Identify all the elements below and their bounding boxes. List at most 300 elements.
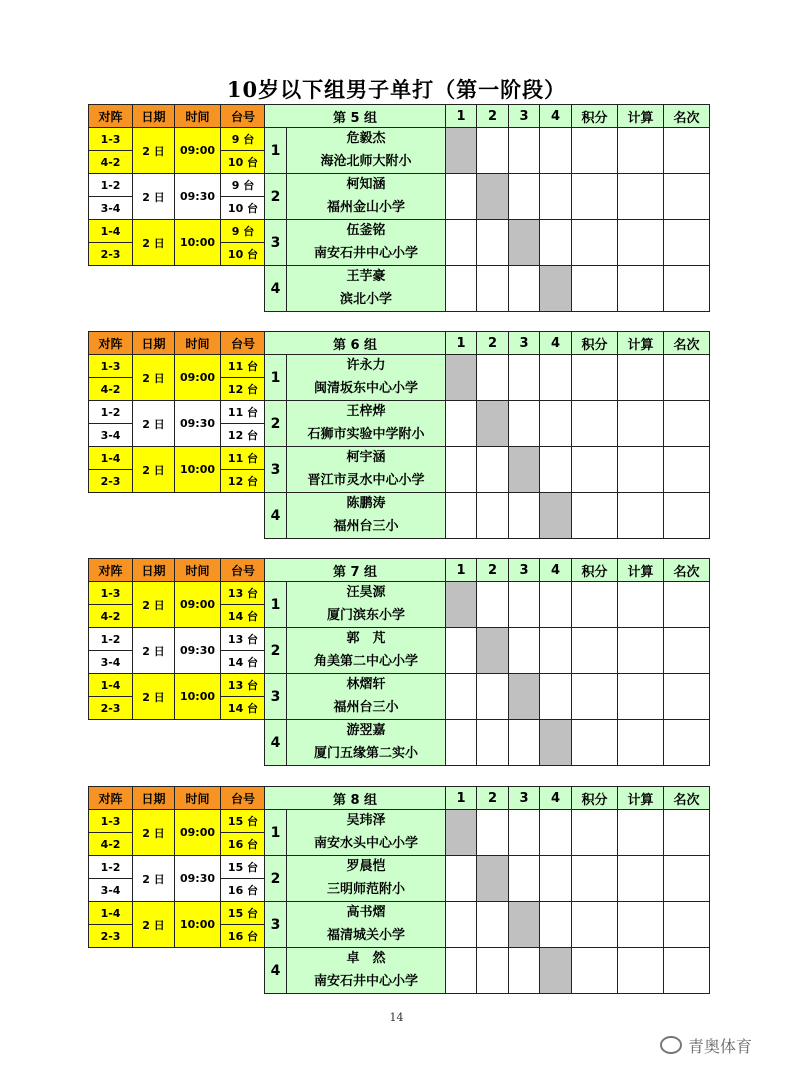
table-number-cell: 10 台	[221, 151, 266, 174]
schedule-header-cell: 日期	[133, 332, 175, 355]
score-cell	[477, 447, 509, 493]
table-number-cell: 12 台	[221, 424, 266, 447]
points-cell	[572, 355, 618, 401]
table-number-cell: 15 台	[221, 810, 266, 833]
player-row	[265, 674, 710, 720]
player-name: 游翌嘉	[287, 720, 445, 743]
page-number: 14	[389, 1011, 404, 1024]
matchup-cell: 4-2	[89, 605, 133, 628]
schedule-row	[89, 628, 266, 651]
player-row	[265, 902, 710, 948]
rank-cell	[664, 582, 710, 628]
time-cell: 10:00	[175, 674, 221, 720]
player-row	[265, 582, 710, 628]
schedule-row	[89, 856, 266, 879]
matchup-cell: 3-4	[89, 424, 133, 447]
schedule-header-cell: 日期	[133, 105, 175, 128]
player-row	[265, 720, 710, 766]
matchup-cell: 1-2	[89, 856, 133, 879]
score-cell	[509, 266, 540, 312]
table-number-cell: 15 台	[221, 902, 266, 925]
player-school: 南安水头中心小学	[314, 836, 419, 851]
player-row	[265, 493, 710, 539]
matchup-cell: 1-2	[89, 628, 133, 651]
player-cell	[287, 628, 446, 674]
table-number-cell: 11 台	[221, 401, 266, 424]
score-cell	[446, 401, 477, 447]
table-number-cell: 16 台	[221, 879, 266, 902]
table-number-cell: 14 台	[221, 697, 266, 720]
score-cell	[446, 948, 477, 994]
score-cell	[509, 628, 540, 674]
score-cell	[477, 266, 509, 312]
player-cell	[287, 856, 446, 902]
score-header-cell: 积分	[572, 105, 618, 128]
score-cell	[477, 902, 509, 948]
time-cell: 10:00	[175, 220, 221, 266]
player-number: 4	[265, 266, 287, 312]
date-cell: 2 日	[133, 174, 175, 220]
player-number: 4	[265, 493, 287, 539]
score-cell	[509, 401, 540, 447]
time-cell: 09:00	[175, 810, 221, 856]
points-cell	[572, 220, 618, 266]
player-cell	[287, 174, 446, 220]
player-name: 卓 然	[287, 948, 445, 971]
points-cell	[572, 401, 618, 447]
player-name: 王梓烨	[287, 401, 445, 424]
rank-cell	[664, 948, 710, 994]
score-header-cell: 2	[477, 787, 509, 810]
schedule-row	[89, 902, 266, 925]
schedule-header-row	[89, 559, 266, 582]
matchup-cell: 3-4	[89, 879, 133, 902]
score-cell	[477, 948, 509, 994]
calc-cell	[618, 174, 664, 220]
score-header-cell: 计算	[618, 105, 664, 128]
date-cell: 2 日	[133, 401, 175, 447]
player-row	[265, 128, 710, 174]
table-number-cell: 9 台	[221, 220, 266, 243]
player-number: 1	[265, 355, 287, 401]
time-cell: 10:00	[175, 902, 221, 948]
table-number-cell: 14 台	[221, 605, 266, 628]
player-cell	[287, 447, 446, 493]
player-school: 晋江市灵水中心小学	[307, 473, 425, 488]
calc-cell	[618, 266, 664, 312]
watermark	[660, 1034, 752, 1057]
player-row	[265, 628, 710, 674]
score-cell	[509, 174, 540, 220]
score-cell	[477, 582, 509, 628]
score-cell	[477, 674, 509, 720]
schedule-header-cell: 时间	[175, 105, 221, 128]
player-number: 4	[265, 720, 287, 766]
rank-cell	[664, 401, 710, 447]
points-cell	[572, 856, 618, 902]
player-number: 4	[265, 948, 287, 994]
table-number-cell: 11 台	[221, 447, 266, 470]
time-cell: 09:30	[175, 174, 221, 220]
self-match-cell	[446, 582, 477, 628]
matchup-cell: 1-3	[89, 810, 133, 833]
matchup-cell: 1-2	[89, 401, 133, 424]
schedule-row	[89, 674, 266, 697]
time-cell: 10:00	[175, 447, 221, 493]
score-header-cell: 计算	[618, 332, 664, 355]
date-cell: 2 日	[133, 447, 175, 493]
score-cell	[446, 493, 477, 539]
calc-cell	[618, 220, 664, 266]
group-header-row	[265, 559, 710, 582]
self-match-cell	[540, 266, 572, 312]
table-number-cell: 13 台	[221, 582, 266, 605]
score-cell	[540, 582, 572, 628]
player-cell	[287, 220, 446, 266]
self-match-cell	[477, 174, 509, 220]
points-cell	[572, 902, 618, 948]
score-header-cell: 2	[477, 332, 509, 355]
player-school: 角美第二中心小学	[314, 654, 419, 669]
score-header-cell: 积分	[572, 332, 618, 355]
player-name: 郭 芃	[287, 628, 445, 651]
score-cell	[540, 174, 572, 220]
player-row	[265, 220, 710, 266]
score-cell	[446, 447, 477, 493]
score-header-cell: 3	[509, 787, 540, 810]
player-cell	[287, 948, 446, 994]
self-match-cell	[446, 810, 477, 856]
self-match-cell	[540, 948, 572, 994]
group-label: 第 5 组	[265, 105, 446, 128]
date-cell: 2 日	[133, 582, 175, 628]
schedule-header-row	[89, 332, 266, 355]
player-name: 柯宇涵	[287, 447, 445, 470]
table-number-cell: 16 台	[221, 925, 266, 948]
player-cell	[287, 128, 446, 174]
score-cell	[477, 493, 509, 539]
score-header-cell: 计算	[618, 559, 664, 582]
score-cell	[540, 902, 572, 948]
score-header-cell: 2	[477, 559, 509, 582]
player-name: 柯知涵	[287, 174, 445, 197]
points-cell	[572, 948, 618, 994]
points-cell	[572, 582, 618, 628]
date-cell: 2 日	[133, 674, 175, 720]
calc-cell	[618, 720, 664, 766]
score-header-cell: 名次	[664, 559, 710, 582]
self-match-cell	[446, 355, 477, 401]
rank-cell	[664, 220, 710, 266]
score-cell	[540, 856, 572, 902]
score-header-cell: 名次	[664, 105, 710, 128]
player-school: 厦门五缘第二实小	[314, 746, 419, 761]
player-cell	[287, 401, 446, 447]
calc-cell	[618, 493, 664, 539]
player-name: 罗晨恺	[287, 856, 445, 879]
score-cell	[509, 493, 540, 539]
player-school: 福州台三小	[333, 700, 399, 715]
score-cell	[509, 355, 540, 401]
player-row	[265, 856, 710, 902]
self-match-cell	[477, 628, 509, 674]
score-header-cell: 1	[446, 332, 477, 355]
player-name: 伍釜铭	[287, 220, 445, 243]
matchup-cell: 3-4	[89, 651, 133, 674]
score-cell	[540, 628, 572, 674]
score-cell	[540, 810, 572, 856]
player-school: 厦门滨东小学	[327, 608, 406, 623]
score-header-cell: 3	[509, 559, 540, 582]
self-match-cell	[509, 902, 540, 948]
group-table	[264, 558, 710, 766]
player-row	[265, 174, 710, 220]
player-cell	[287, 582, 446, 628]
calc-cell	[618, 856, 664, 902]
rank-cell	[664, 810, 710, 856]
score-cell	[446, 720, 477, 766]
schedule-table	[88, 558, 266, 720]
matchup-cell: 2-3	[89, 243, 133, 266]
schedule-table	[88, 331, 266, 493]
date-cell: 2 日	[133, 628, 175, 674]
player-number: 1	[265, 128, 287, 174]
calc-cell	[618, 674, 664, 720]
schedule-header-cell: 时间	[175, 787, 221, 810]
table-number-cell: 10 台	[221, 243, 266, 266]
group-block	[88, 786, 711, 993]
score-cell	[446, 220, 477, 266]
score-cell	[509, 128, 540, 174]
player-name: 王芋豪	[287, 266, 445, 289]
table-number-cell: 13 台	[221, 674, 266, 697]
rank-cell	[664, 674, 710, 720]
self-match-cell	[509, 674, 540, 720]
player-row	[265, 355, 710, 401]
matchup-cell: 1-4	[89, 220, 133, 243]
self-match-cell	[509, 447, 540, 493]
group-header-row	[265, 332, 710, 355]
points-cell	[572, 720, 618, 766]
page-title: 10岁以下组男子单打（第一阶段）	[226, 77, 567, 102]
matchup-cell: 2-3	[89, 925, 133, 948]
rank-cell	[664, 493, 710, 539]
calc-cell	[618, 948, 664, 994]
time-cell: 09:00	[175, 582, 221, 628]
self-match-cell	[477, 856, 509, 902]
score-cell	[540, 674, 572, 720]
score-cell	[446, 902, 477, 948]
points-cell	[572, 674, 618, 720]
player-name: 危毅杰	[287, 128, 445, 151]
points-cell	[572, 447, 618, 493]
schedule-row	[89, 810, 266, 833]
score-header-cell: 3	[509, 105, 540, 128]
rank-cell	[664, 856, 710, 902]
matchup-cell: 2-3	[89, 697, 133, 720]
rank-cell	[664, 266, 710, 312]
self-match-cell	[509, 220, 540, 266]
player-number: 2	[265, 174, 287, 220]
calc-cell	[618, 902, 664, 948]
schedule-header-cell: 对阵	[89, 105, 133, 128]
player-row	[265, 447, 710, 493]
table-number-cell: 13 台	[221, 628, 266, 651]
score-header-cell: 积分	[572, 559, 618, 582]
matchup-cell: 1-3	[89, 355, 133, 378]
matchup-cell: 1-4	[89, 447, 133, 470]
calc-cell	[618, 128, 664, 174]
group-table	[264, 331, 710, 539]
group-label: 第 6 组	[265, 332, 446, 355]
score-cell	[540, 128, 572, 174]
matchup-cell: 2-3	[89, 470, 133, 493]
schedule-row	[89, 174, 266, 197]
self-match-cell	[446, 128, 477, 174]
date-cell: 2 日	[133, 220, 175, 266]
player-school: 福州金山小学	[327, 200, 406, 215]
player-number: 2	[265, 628, 287, 674]
score-cell	[477, 810, 509, 856]
table-number-cell: 11 台	[221, 355, 266, 378]
score-cell	[446, 174, 477, 220]
points-cell	[572, 628, 618, 674]
score-header-cell: 4	[540, 332, 572, 355]
schedule-header-cell: 时间	[175, 332, 221, 355]
schedule-header-cell: 台号	[221, 559, 266, 582]
group-block	[88, 104, 711, 311]
schedule-header-cell: 时间	[175, 559, 221, 582]
schedule-header-cell: 对阵	[89, 559, 133, 582]
group-label: 第 8 组	[265, 787, 446, 810]
date-cell: 2 日	[133, 355, 175, 401]
table-number-cell: 15 台	[221, 856, 266, 879]
score-cell	[540, 355, 572, 401]
matchup-cell: 1-4	[89, 674, 133, 697]
schedule-header-cell: 日期	[133, 787, 175, 810]
score-cell	[446, 856, 477, 902]
schedule-header-cell: 台号	[221, 105, 266, 128]
rank-cell	[664, 447, 710, 493]
player-row	[265, 401, 710, 447]
table-number-cell: 16 台	[221, 833, 266, 856]
player-name: 高书熠	[287, 902, 445, 925]
matchup-cell: 4-2	[89, 151, 133, 174]
player-cell	[287, 266, 446, 312]
table-number-cell: 14 台	[221, 651, 266, 674]
time-cell: 09:30	[175, 401, 221, 447]
group-table	[264, 104, 710, 312]
player-name: 汪昊源	[287, 582, 445, 605]
score-cell	[540, 401, 572, 447]
time-cell: 09:30	[175, 628, 221, 674]
score-header-cell: 名次	[664, 787, 710, 810]
rank-cell	[664, 174, 710, 220]
score-cell	[540, 447, 572, 493]
group-header-row	[265, 105, 710, 128]
score-header-cell: 1	[446, 787, 477, 810]
player-cell	[287, 493, 446, 539]
player-cell	[287, 674, 446, 720]
score-cell	[446, 628, 477, 674]
player-number: 2	[265, 401, 287, 447]
score-cell	[446, 266, 477, 312]
calc-cell	[618, 447, 664, 493]
calc-cell	[618, 582, 664, 628]
rank-cell	[664, 355, 710, 401]
player-cell	[287, 902, 446, 948]
player-school: 海沧北师大附小	[320, 154, 412, 169]
score-cell	[446, 674, 477, 720]
schedule-row	[89, 447, 266, 470]
rank-cell	[664, 720, 710, 766]
points-cell	[572, 128, 618, 174]
player-number: 1	[265, 582, 287, 628]
schedule-row	[89, 128, 266, 151]
score-header-cell: 1	[446, 559, 477, 582]
matchup-cell: 1-3	[89, 582, 133, 605]
player-school: 闽清坂东中心小学	[314, 381, 419, 396]
wechat-icon	[660, 1036, 682, 1054]
points-cell	[572, 174, 618, 220]
self-match-cell	[540, 720, 572, 766]
score-cell	[509, 582, 540, 628]
score-cell	[477, 355, 509, 401]
player-name: 陈鹏涛	[287, 493, 445, 516]
player-row	[265, 810, 710, 856]
matchup-cell: 4-2	[89, 378, 133, 401]
date-cell: 2 日	[133, 902, 175, 948]
table-number-cell: 9 台	[221, 174, 266, 197]
score-header-cell: 1	[446, 105, 477, 128]
player-cell	[287, 810, 446, 856]
score-cell	[509, 720, 540, 766]
group-block	[88, 558, 711, 765]
points-cell	[572, 266, 618, 312]
schedule-header-cell: 对阵	[89, 332, 133, 355]
matchup-cell: 3-4	[89, 197, 133, 220]
calc-cell	[618, 355, 664, 401]
group-table	[264, 786, 710, 994]
points-cell	[572, 810, 618, 856]
player-school: 滨北小学	[340, 292, 393, 307]
score-header-cell: 计算	[618, 787, 664, 810]
calc-cell	[618, 810, 664, 856]
score-cell	[509, 856, 540, 902]
player-school: 南安石井中心小学	[314, 246, 419, 261]
player-number: 1	[265, 810, 287, 856]
player-school: 福州台三小	[333, 519, 399, 534]
matchup-cell: 1-3	[89, 128, 133, 151]
schedule-header-cell: 对阵	[89, 787, 133, 810]
score-header-cell: 4	[540, 105, 572, 128]
table-number-cell: 12 台	[221, 378, 266, 401]
rank-cell	[664, 628, 710, 674]
score-header-cell: 积分	[572, 787, 618, 810]
score-cell	[477, 720, 509, 766]
player-school: 南安石井中心小学	[314, 974, 419, 989]
rank-cell	[664, 128, 710, 174]
score-header-cell: 名次	[664, 332, 710, 355]
player-number: 3	[265, 447, 287, 493]
date-cell: 2 日	[133, 810, 175, 856]
group-header-row	[265, 787, 710, 810]
table-number-cell: 12 台	[221, 470, 266, 493]
player-name: 许永力	[287, 355, 445, 378]
score-header-cell: 4	[540, 559, 572, 582]
player-cell	[287, 355, 446, 401]
schedule-row	[89, 355, 266, 378]
